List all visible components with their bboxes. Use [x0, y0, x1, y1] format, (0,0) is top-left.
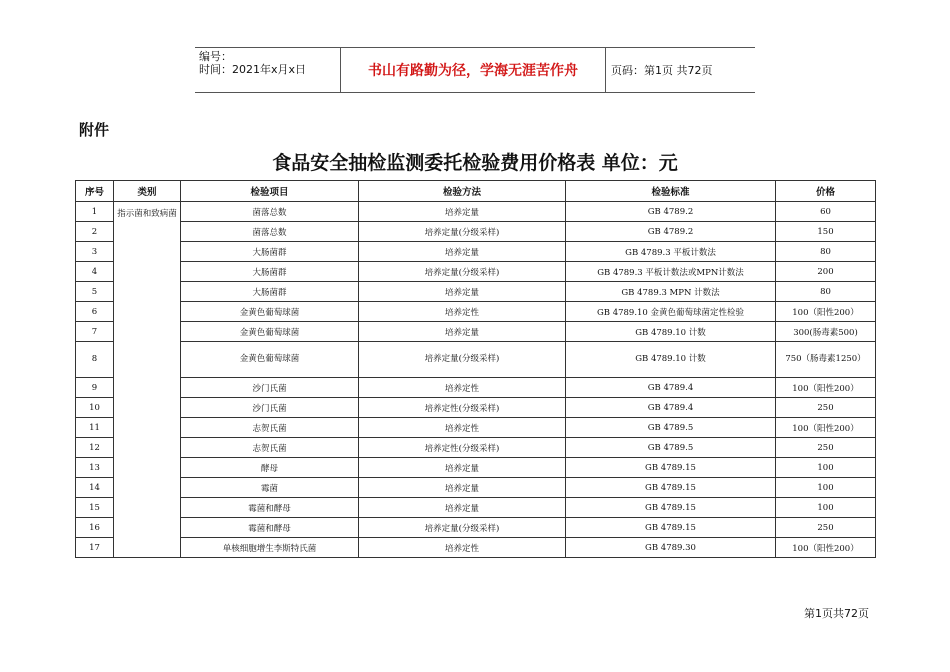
header-cell-item: 检验项目: [181, 181, 359, 202]
cell-standard: GB 4789.15: [566, 458, 776, 478]
cell-method: 培养定量(分级采样): [359, 222, 566, 242]
cell-standard: GB 4789.4: [566, 378, 776, 398]
cell-item: 金黄色葡萄球菌: [181, 342, 359, 378]
cell-index: 2: [76, 222, 114, 242]
cell-method: 培养定量(分级采样): [359, 518, 566, 538]
cell-method: 培养定性(分级采样): [359, 398, 566, 418]
table-row: [76, 438, 876, 458]
cell-item: 金黄色葡萄球菌: [181, 302, 359, 322]
cell-index: 1: [76, 202, 114, 222]
cell-price: 150: [776, 222, 876, 242]
attachment-label: 附件: [79, 121, 110, 139]
cell-item: 大肠菌群: [181, 282, 359, 302]
header-cell-price: 价格: [776, 181, 876, 202]
cell-item: 霉菌和酵母: [181, 518, 359, 538]
cell-method: 培养定性: [359, 378, 566, 398]
table-row: [76, 418, 876, 438]
cell-price: 60: [776, 202, 876, 222]
cell-method: 培养定量(分级采样): [359, 342, 566, 378]
cell-item: 沙门氏菌: [181, 378, 359, 398]
cell-standard: GB 4789.10 金黄色葡萄球菌定性检验: [566, 302, 776, 322]
cell-standard: GB 4789.10 计数: [566, 342, 776, 378]
cell-index: 15: [76, 498, 114, 518]
table-row: [76, 518, 876, 538]
cell-index: 11: [76, 418, 114, 438]
cell-item: 沙门氏菌: [181, 398, 359, 418]
table-row: [76, 538, 876, 558]
cell-index: 17: [76, 538, 114, 558]
cell-method: 培养定量: [359, 458, 566, 478]
time-label: 时间：2021年x月x日: [199, 63, 307, 76]
cell-index: 10: [76, 398, 114, 418]
cell-category: 指示菌和致病菌: [114, 202, 181, 558]
header-page-code: 页码：第1页 共72页: [611, 64, 713, 77]
cell-item: 志贺氏菌: [181, 418, 359, 438]
cell-index: 14: [76, 478, 114, 498]
cell-price: 100（阳性200）: [776, 538, 876, 558]
cell-item: 大肠菌群: [181, 262, 359, 282]
cell-standard: GB 4789.15: [566, 518, 776, 538]
cell-index: 16: [76, 518, 114, 538]
cell-price: 100: [776, 498, 876, 518]
cell-item: 霉菌和酵母: [181, 498, 359, 518]
table-row: [76, 398, 876, 418]
cell-price: 100（阳性200）: [776, 378, 876, 398]
cell-method: 培养定量: [359, 242, 566, 262]
page-header: [195, 47, 755, 93]
cell-index: 7: [76, 322, 114, 342]
cell-standard: GB 4789.5: [566, 418, 776, 438]
cell-method: 培养定量: [359, 282, 566, 302]
cell-index: 9: [76, 378, 114, 398]
cell-method: 培养定量: [359, 202, 566, 222]
header-cell-standard: 检验标准: [566, 181, 776, 202]
document-title: 食品安全抽检监测委托检验费用价格表 单位：元: [272, 152, 678, 174]
header-cell-category: 类别: [114, 181, 181, 202]
table-row: [76, 342, 876, 378]
cell-price: 100（阳性200）: [776, 418, 876, 438]
header-slogan: 书山有路勤为径，学海无涯苦作舟: [340, 48, 606, 92]
cell-item: 酵母: [181, 458, 359, 478]
cell-method: 培养定量: [359, 322, 566, 342]
price-table: [75, 180, 876, 558]
cell-price: 100: [776, 478, 876, 498]
cell-index: 6: [76, 302, 114, 322]
cell-standard: GB 4789.2: [566, 202, 776, 222]
cell-method: 培养定量(分级采样): [359, 262, 566, 282]
cell-standard: GB 4789.10 计数: [566, 322, 776, 342]
page-footer: 第1页共72页: [804, 607, 869, 620]
cell-item: 菌落总数: [181, 222, 359, 242]
cell-method: 培养定量: [359, 498, 566, 518]
cell-standard: GB 4789.3 平板计数法: [566, 242, 776, 262]
cell-standard: GB 4789.3 MPN 计数法: [566, 282, 776, 302]
cell-item: 大肠菌群: [181, 242, 359, 262]
cell-price: 200: [776, 262, 876, 282]
cell-standard: GB 4789.15: [566, 498, 776, 518]
cell-item: 金黄色葡萄球菌: [181, 322, 359, 342]
cell-item: 菌落总数: [181, 202, 359, 222]
cell-price: 250: [776, 518, 876, 538]
table-row: [76, 262, 876, 282]
cell-standard: GB 4789.4: [566, 398, 776, 418]
cell-standard: GB 4789.15: [566, 478, 776, 498]
cell-price: 100（阳性200）: [776, 302, 876, 322]
cell-index: 5: [76, 282, 114, 302]
table-header-row: [76, 181, 876, 202]
cell-price: 80: [776, 282, 876, 302]
cell-standard: GB 4789.3 平板计数法或MPN计数法: [566, 262, 776, 282]
cell-price: 250: [776, 438, 876, 458]
cell-item: 霉菌: [181, 478, 359, 498]
table-row: [76, 378, 876, 398]
cell-price: 300(肠毒素500): [776, 322, 876, 342]
header-cell-index: 序号: [76, 181, 114, 202]
cell-index: 4: [76, 262, 114, 282]
table-row: [76, 222, 876, 242]
cell-price: 750（肠毒素1250）: [776, 342, 876, 378]
cell-standard: GB 4789.5: [566, 438, 776, 458]
cell-method: 培养定性: [359, 418, 566, 438]
table-row: [76, 458, 876, 478]
header-meta: [199, 50, 306, 76]
table-row: [76, 302, 876, 322]
cell-method: 培养定性: [359, 538, 566, 558]
table-row: [76, 498, 876, 518]
cell-index: 13: [76, 458, 114, 478]
table-row: [76, 478, 876, 498]
table-row: [76, 322, 876, 342]
cell-price: 80: [776, 242, 876, 262]
cell-item: 志贺氏菌: [181, 438, 359, 458]
table-row: [76, 242, 876, 262]
cell-method: 培养定性(分级采样): [359, 438, 566, 458]
cell-index: 3: [76, 242, 114, 262]
table-row: [76, 202, 876, 222]
cell-method: 培养定性: [359, 302, 566, 322]
cell-item: 单核细胞增生李斯特氏菌: [181, 538, 359, 558]
cell-standard: GB 4789.30: [566, 538, 776, 558]
header-cell-method: 检验方法: [359, 181, 566, 202]
number-label: 编号：: [199, 50, 232, 63]
table-row: [76, 282, 876, 302]
cell-method: 培养定量: [359, 478, 566, 498]
cell-price: 250: [776, 398, 876, 418]
cell-index: 12: [76, 438, 114, 458]
cell-price: 100: [776, 458, 876, 478]
cell-standard: GB 4789.2: [566, 222, 776, 242]
cell-index: 8: [76, 342, 114, 378]
